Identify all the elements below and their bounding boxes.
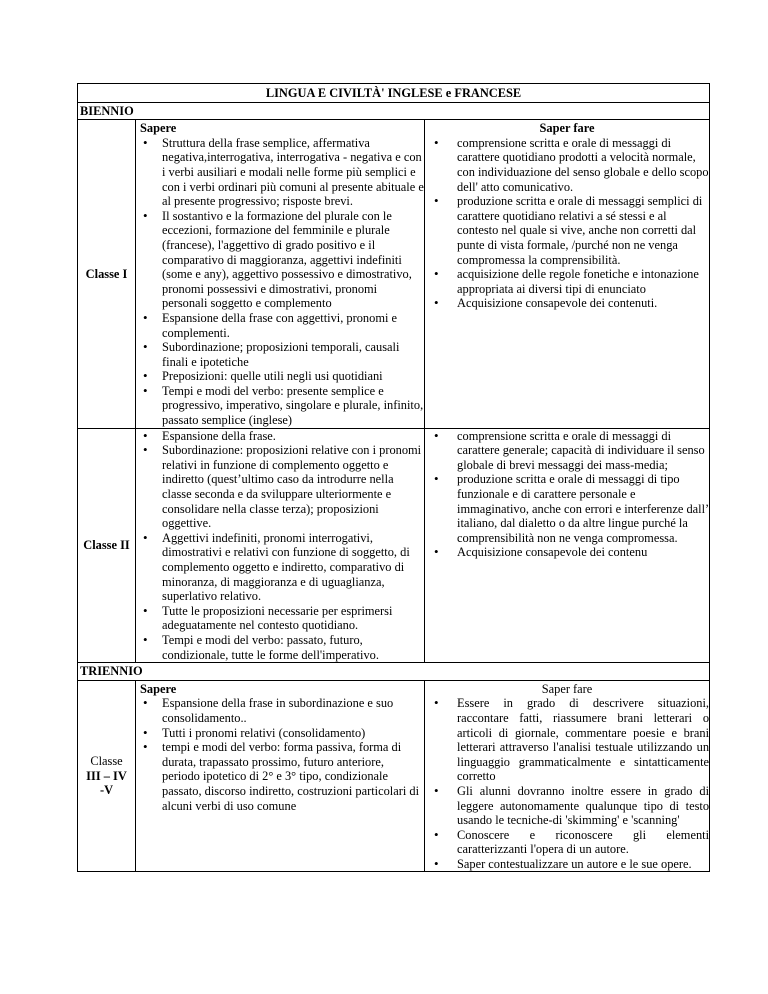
bullet-item: • acquisizione delle regole fonetiche e intonazione appropriata ai diversi tipi di enunciato bbox=[457, 267, 709, 296]
title-row bbox=[78, 84, 710, 103]
class-label-3-line2: III – IV bbox=[86, 768, 127, 783]
bullet-item: • Tutti i pronomi relativi (consolidamento) bbox=[162, 726, 424, 741]
bullet-item: • Acquisizione consapevole dei contenuti. bbox=[457, 296, 709, 311]
document bbox=[77, 83, 709, 872]
bullet-item: • Tempi e modi del verbo: presente semplice e progressivo, imperativo, singolare e plurale, infinito, passato semplice (inglese) bbox=[162, 384, 424, 428]
classe1-sapere-cell bbox=[136, 120, 425, 428]
bullet-item: • Tutte le proposizioni necessarie per esprimersi adeguatamente nel contesto quotidiano. bbox=[162, 604, 424, 633]
class-label-3-line3: -V bbox=[99, 783, 114, 798]
classe1-sapere-list bbox=[136, 136, 424, 428]
bullet-item: • Espansione della frase. bbox=[162, 429, 424, 444]
bullet-item: • Tempi e modi del verbo: passato, futuro, condizionale, tutte le forme dell'imperativo. bbox=[162, 633, 424, 662]
bullet-item: • Saper contestualizzare un autore e le sue opere. bbox=[457, 857, 709, 872]
classe1-saperfare-list bbox=[425, 136, 709, 311]
bullet-item: • Struttura della frase semplice, affermativa negativa,interrogativa, interrogativa - negativa e con i verbi ausiliari e modali nelle forme più semplici e con i verbi ordinari più comuni al presente abituale e al presente progressivo; risposte brevi. bbox=[162, 136, 424, 209]
classe2-saperfare-list bbox=[425, 429, 709, 560]
classe3-saperfare-cell bbox=[425, 680, 710, 872]
bullet-item: • Espansione della frase in subordinazione e suo consolidamento.. bbox=[162, 696, 424, 725]
bullet-item: • comprensione scritta e orale di messaggi di carattere quotidiano prodotti a velocità normale, con individuazione del senso globale e dello scopo dell' atto comunicativo. bbox=[457, 136, 709, 194]
classe1-saperfare-cell bbox=[425, 120, 710, 428]
bullet-item: • Aggettivi indefiniti, pronomi interrogativi, dimostrativi e relativi con funzione di soggetto, di complemento oggetto e indiretto, comparativo di minoranza, di maggioranza e di uguaglianza, superlativo relativo. bbox=[162, 531, 424, 604]
header-sapere-triennio: Sapere bbox=[140, 681, 177, 696]
classe3-saperfare-list bbox=[425, 696, 709, 871]
bullet-item: • Espansione della frase con aggettivi, pronomi e complementi. bbox=[162, 311, 424, 340]
header-saper-fare: Saper fare bbox=[539, 121, 595, 136]
bullet-item: • comprensione scritta e orale di messaggi di carattere generale; capacità di individuare il senso globale di brevi messaggi dei mass-media; bbox=[457, 429, 709, 473]
document-title: LINGUA E CIVILTÀ' INGLESE e FRANCESE bbox=[78, 84, 710, 103]
triennio-row bbox=[78, 663, 710, 681]
bullet-item: • produzione scritta e orale di messaggi semplici di carattere quotidiano relativi a sé stessi e al contesto nel quale si vive, anche non corretti dal punte di vista formale, /purché non ne venga compromessa la comprensibilità. bbox=[457, 194, 709, 267]
bullet-item: • Subordinazione; proposizioni temporali, causali finali e ipotetiche bbox=[162, 340, 424, 369]
class-label-3-line1: Classe bbox=[90, 754, 123, 769]
curriculum-table bbox=[77, 83, 710, 872]
classe2-sapere-list bbox=[136, 429, 424, 663]
classe3-sapere-list bbox=[136, 696, 424, 813]
bullet-item: • Il sostantivo e la formazione del plurale con le eccezioni, formazione del femminile e plurale (francese), l'aggettivo di grado positivo e il comparativo di maggioranza, aggettivi indefiniti (some e any), aggettivo possessivo e dimostrativo, pronomi possessivi e dimostrativi, pronomi personali soggetto e complemento bbox=[162, 209, 424, 311]
bullet-item: • Preposizioni: quelle utili negli usi quotidiani bbox=[162, 369, 424, 384]
classe2-sapere-cell bbox=[136, 428, 425, 663]
class-label-2: Classe II bbox=[78, 428, 136, 663]
biennio-row bbox=[78, 102, 710, 120]
bullet-item: • Essere in grado di descrivere situazioni, raccontare fatti, riassumere brani letterari o articoli di giornale, commentare poesie e brani letterari attraverso l'analisi testuale utilizzando un linguaggio grammaticalmente e sintatticamente corretto bbox=[457, 696, 709, 784]
section-triennio: TRIENNIO bbox=[78, 663, 710, 681]
classe2-saperfare-cell bbox=[425, 428, 710, 663]
bullet-item: • Subordinazione: proposizioni relative con i pronomi relativi in funzione di complemento oggetto e indiretto (quest’ultimo caso da introdurre nella classe seconda e da sviluppare ulteriormente e consolidare nella classe terza); proposizioni oggettive. bbox=[162, 443, 424, 531]
class-label-3 bbox=[78, 680, 136, 872]
bullet-item: • produzione scritta e orale di messaggi di tipo funzionale e di carattere personale e immaginativo, anche con errori e interferenze dall’ italiano, dal dialetto o da altre lingue purché la comprensibilità non ne venga compromessa. bbox=[457, 472, 709, 545]
bullet-item: • Acquisizione consapevole dei contenu bbox=[457, 545, 709, 560]
classe2-row bbox=[78, 428, 710, 663]
bullet-item: • tempi e modi del verbo: forma passiva, forma di durata, trapassato prossimo, futuro anteriore, periodo ipotetico di 2° e 3° tipo, condizionale passato, discorso indiretto, costruzioni particolari di alcuni verbi di uso comune bbox=[162, 740, 424, 813]
classe3-sapere-cell bbox=[136, 680, 425, 872]
classe3-row bbox=[78, 680, 710, 872]
bullet-item: • Conoscere e riconoscere gli elementi caratterizzanti l'opera di un autore. bbox=[457, 828, 709, 857]
header-sapere: Sapere bbox=[140, 121, 177, 136]
section-biennio: BIENNIO bbox=[78, 102, 710, 120]
classe1-row bbox=[78, 120, 710, 428]
header-saper-fare-triennio: Saper fare bbox=[541, 681, 593, 696]
class-label-1: Classe I bbox=[78, 120, 136, 428]
bullet-item: • Gli alunni dovranno inoltre essere in grado di leggere autonomamente qualunque tipo di testo usando le tecniche-di 'skimming' e 'scanning' bbox=[457, 784, 709, 828]
